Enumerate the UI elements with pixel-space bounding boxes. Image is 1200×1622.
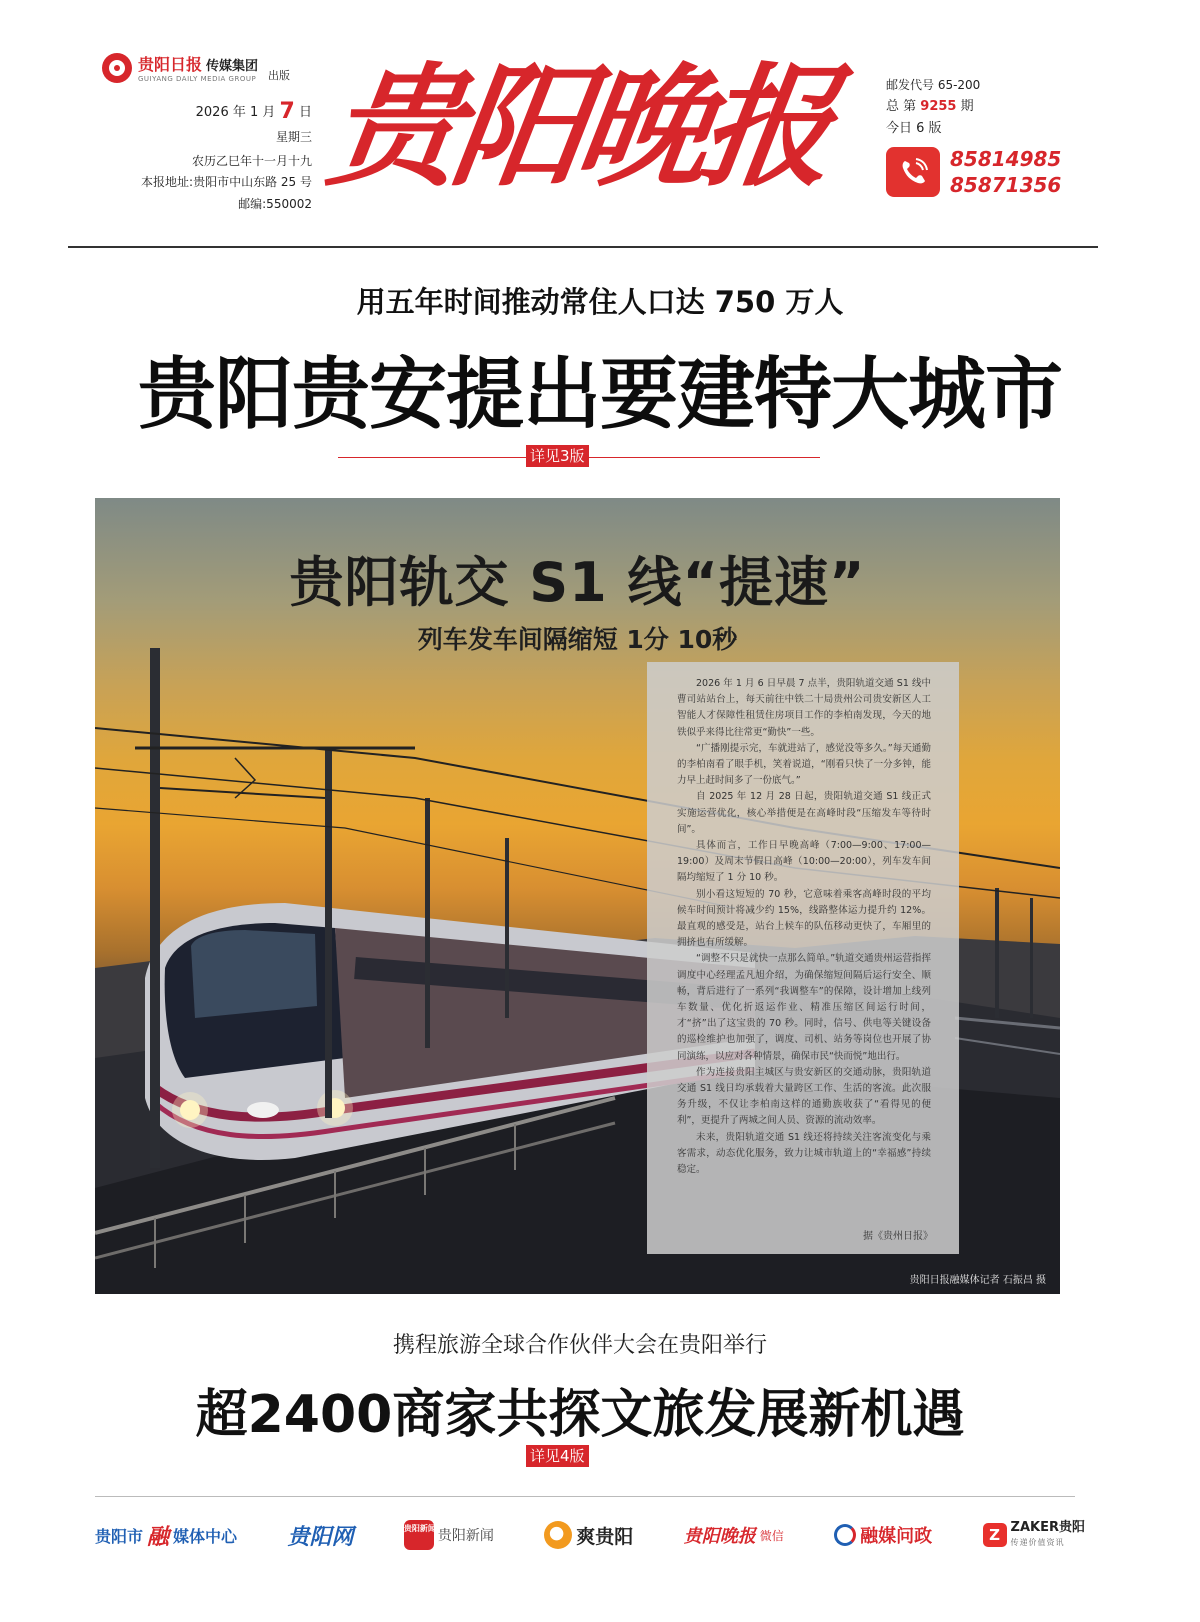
publisher-emblem-icon xyxy=(102,53,132,83)
weekday: 星期三 xyxy=(275,130,312,144)
brand-rongmei-wenzheng[interactable]: 融媒问政 xyxy=(834,1522,932,1548)
hotline xyxy=(886,146,1061,198)
publisher-name: 贵阳日报 xyxy=(138,55,203,74)
lunar-date: 农历乙巳年十一月十九 xyxy=(191,154,312,168)
brand-guiyang-news[interactable]: 贵阳新闻 贵阳新闻 xyxy=(404,1520,494,1550)
second-kicker: 携程旅游全球合作伙伴大会在贵阳举行 xyxy=(392,1333,767,1358)
brand-shuang-guiyang[interactable]: 爽贵阳 xyxy=(544,1521,633,1549)
feature-article xyxy=(647,662,959,1254)
publisher-logo xyxy=(102,52,290,83)
brand-guiyangwang[interactable]: 贵阳网 xyxy=(287,1524,354,1550)
publisher-english: GUIYANG DAILY MEDIA GROUP xyxy=(138,75,257,83)
footer-divider xyxy=(95,1496,1075,1497)
zaker-icon: Z xyxy=(983,1523,1007,1547)
issue-number: 总 第 9255 期 xyxy=(886,99,974,114)
newspaper-title: 贵阳晚报 xyxy=(319,50,837,205)
feature-photo xyxy=(95,498,1060,1294)
sun-icon xyxy=(544,1521,572,1549)
lead-kicker: 用五年时间推动常住人口达 750 万人 xyxy=(356,285,844,319)
article-paragraph: “广播刚提示完，车就进站了，感觉没等多久。”每天通勤的李柏南看了眼手机，笑着说道，“刚看只快了一分多钟，能力早上赶时间多了一份底气。” xyxy=(677,742,931,787)
edition-count: 今日 6 版 xyxy=(886,121,942,136)
guiyang-news-icon: 贵阳新闻 xyxy=(404,1520,434,1550)
article-paragraph: 作为连接贵阳主城区与贵安新区的交通动脉，贵阳轨道交通 S1 线日均承载着大量跨区工作、生活的客流。此次服务升级，不仅让李柏南这样的通勤族收获了“看得见的便利”，更提升了两城之间人员、资源的流动效率。 xyxy=(677,1066,931,1127)
article-paragraph: 未来，贵阳轨道交通 S1 线还将持续关注客流变化与乘客需求，动态优化服务，致力让城市轨道上的“幸福感”持续稳定。 xyxy=(677,1131,931,1176)
article-paragraph: 2026 年 1 月 6 日早晨 7 点半，贵阳轨道交通 S1 线中曹司站站台上，每天前往中铁二十局贵州公司贵安新区人工智能人才保障性租赁住房项目工作的李柏南发现，今天的地铁似乎来得比往常更“勤快”一些。 xyxy=(677,678,931,738)
article-paragraph: “调整不只是就快一点那么简单。”轨道交通贵州运营指挥调度中心经理孟凡旭介绍，为确保缩短间隔后运行安全、顺畅，背后进行了一系列“我调整车”的保障，设计增加上线列车数量、优化折返运作业、精准压缩区间运行时间，才“挤”出了这宝贵的 70 秒。同时，信号、供电等关键设备的巡检维护也加强了，调度、司机、站务等岗位也开展了协同演练，以应对各种情景，确保市民“快而悦”地出行。 xyxy=(677,953,931,1062)
article-paragraph: 具体而言，工作日早晚高峰（7:00—9:00、17:00—19:00）及周末节假日高峰（10:00—20:00），列车发车间隔均缩短了 1 分 10 秒。 xyxy=(677,840,931,884)
lead-headline[interactable]: 贵阳贵安提出要建特大城市 xyxy=(137,350,1062,440)
media-brands-strip xyxy=(95,1510,1085,1560)
publisher-suffix: 出版 xyxy=(268,69,291,82)
brand-wanbao-weixin[interactable]: 贵阳晚报 微信 xyxy=(683,1526,784,1547)
phone-number-2[interactable]: 85871356 xyxy=(950,173,1062,197)
lead-ref-tag[interactable]: 详见3版 xyxy=(526,445,589,467)
issue-day: 7 xyxy=(279,99,295,124)
masthead-divider xyxy=(68,246,1098,248)
feature-title[interactable]: 贵阳轨交 S1 线“提速” xyxy=(289,551,866,614)
issue-info-block xyxy=(886,74,980,140)
brand-media-center[interactable]: 贵阳市 融 媒体中心 xyxy=(95,1520,237,1551)
office-address: 本报地址:贵阳市中山东路 25 号 xyxy=(141,175,312,189)
article-source: 据《贵州日报》 xyxy=(863,1231,933,1242)
feature-subtitle: 列车发车间隔缩短 1分 10秒 xyxy=(417,625,738,654)
phone-number-1[interactable]: 85814985 xyxy=(950,147,1062,171)
postal-code: 邮发代号 65-200 xyxy=(886,78,981,92)
second-headline[interactable]: 超2400商家共探文旅发展新机遇 xyxy=(195,1385,965,1445)
postcode: 邮编:550002 xyxy=(238,197,312,211)
brand-zaker-guiyang[interactable]: Z ZAKER贵阳 传递价值资讯 xyxy=(983,1520,1085,1550)
rongmei-swirl-icon xyxy=(834,1524,856,1546)
phone-icon xyxy=(886,147,940,197)
rong-mark-icon: 融 xyxy=(147,1524,170,1550)
publisher-group: 传媒集团 xyxy=(206,59,259,74)
article-paragraph: 自 2025 年 12 月 28 日起，贵阳轨道交通 S1 线正式实施运营优化，核心举措便是在高峰时段“压缩发车等待时间”。 xyxy=(677,791,931,835)
issue-date: 2026 年 1 月 7 日 xyxy=(195,99,312,124)
photo-credit: 贵阳日报融媒体记者 石振昌 摄 xyxy=(909,1275,1046,1286)
article-paragraph: 别小看这短短的 70 秒，它意味着乘客高峰时段的平均候车时间预计将减少约 15%，线路整体运力提升约 12%。最直观的感受是，站台上候车的队伍移动更快了，车厢里的拥挤也有所缓解。 xyxy=(677,888,931,949)
second-ref-tag[interactable]: 详见4版 xyxy=(526,1445,589,1467)
issue-date-block xyxy=(141,100,312,217)
